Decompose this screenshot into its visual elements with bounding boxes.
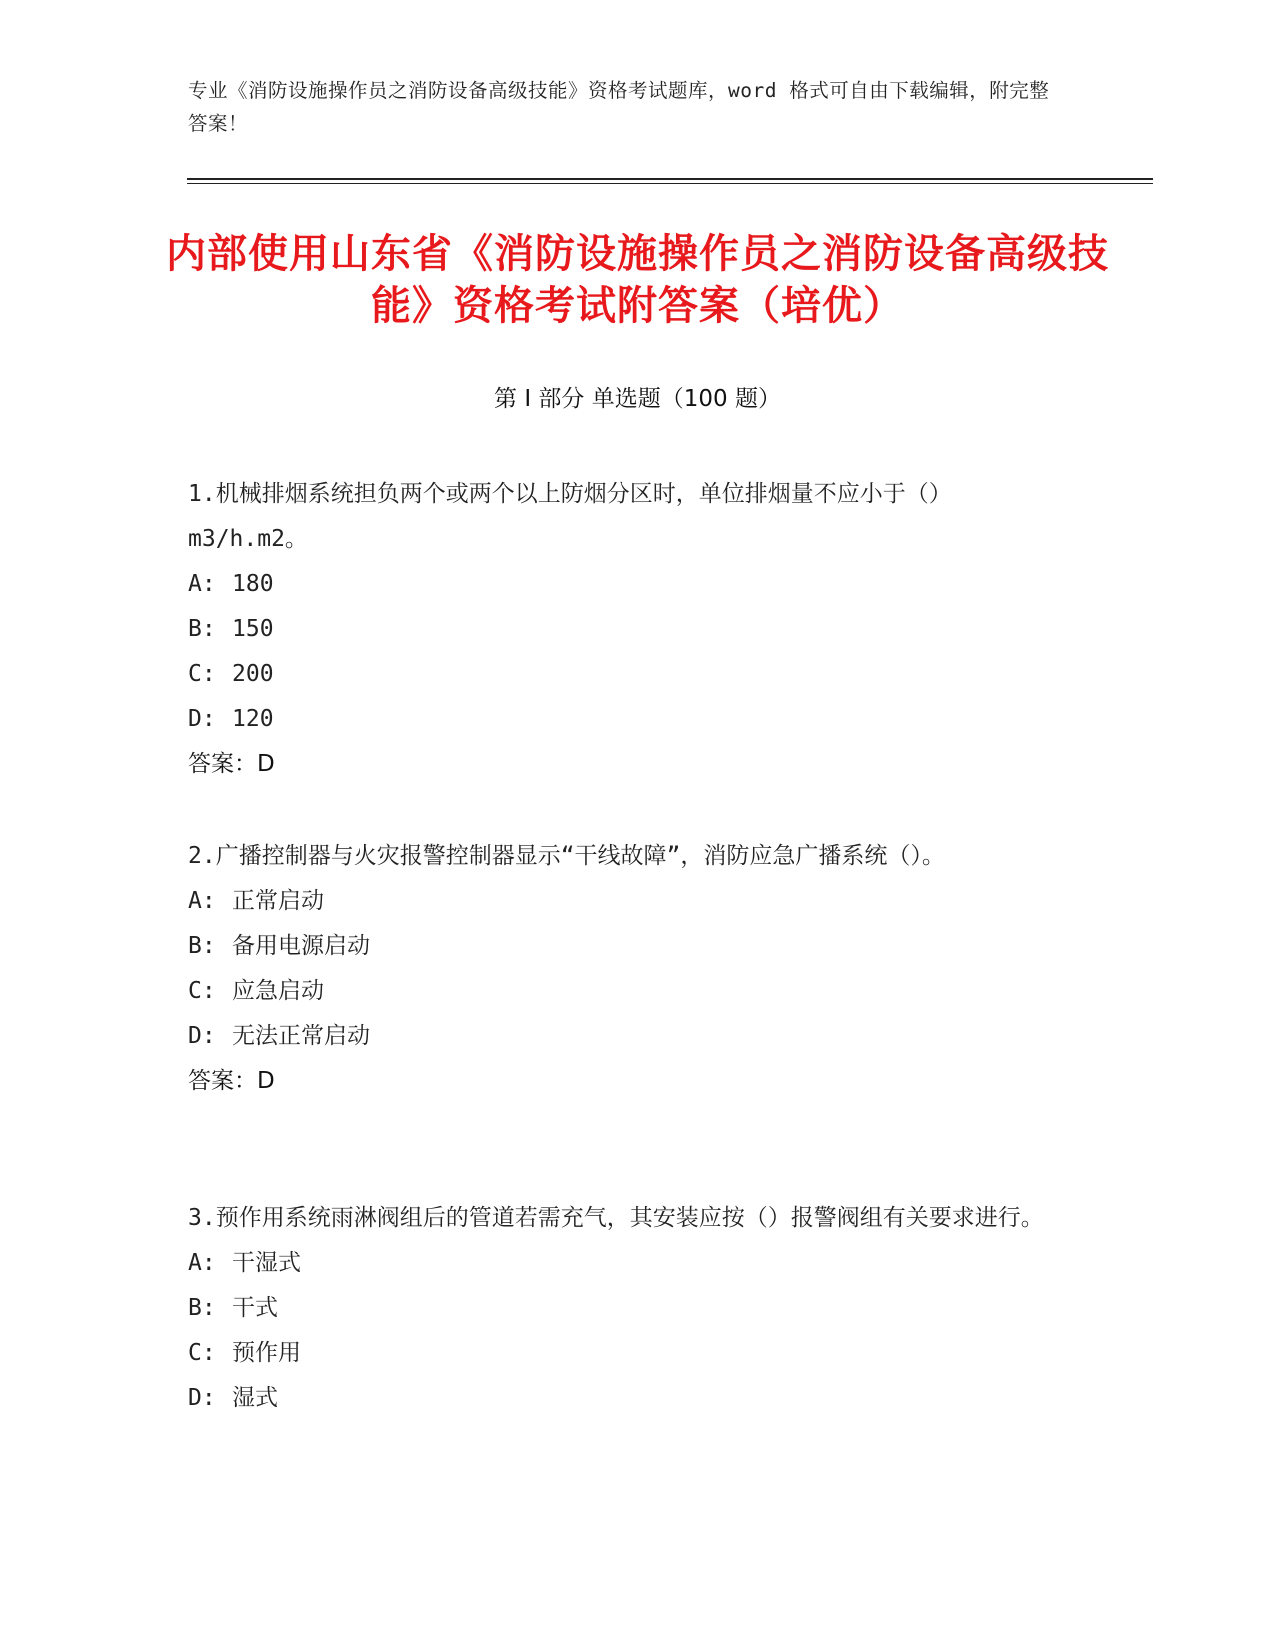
option-b [188,1286,1068,1331]
header-divider [187,178,1153,180]
option-text: 湿式 [232,1385,278,1411]
header-divider-thin [187,183,1153,184]
option-text: 200 [232,661,274,687]
option-d [188,1376,1068,1421]
option-letter: D: [188,1023,216,1049]
header-note: 专业《消防设施操作员之消防设备高级技能》资格考试题库，word 格式可自由下载编辑，附完整答案！ [188,79,1050,135]
question-1 [188,472,1068,787]
option-d [188,697,1068,742]
option-text: 150 [232,616,274,642]
answer-line: 答案：D [188,751,275,777]
option-text: 120 [232,706,274,732]
option-letter: B: [188,1295,216,1321]
option-text: 180 [232,571,274,597]
option-text: 干湿式 [232,1250,301,1276]
option-letter: A: [188,1250,216,1276]
option-letter: D: [188,1385,216,1411]
option-letter: A: [188,571,216,597]
option-text: 正常启动 [232,888,324,914]
option-a [188,562,1068,607]
option-d [188,1014,1068,1059]
option-text: 干式 [232,1295,278,1321]
option-a [188,879,1068,924]
section-title: 第 I 部分 单选题（100 题） [494,386,781,412]
option-text: 无法正常启动 [232,1023,370,1049]
answer-line: 答案：D [188,1068,275,1094]
option-letter: C: [188,1340,216,1366]
option-c [188,969,1068,1014]
option-b [188,607,1068,652]
option-letter: C: [188,978,216,1004]
option-a [188,1241,1068,1286]
option-letter: B: [188,933,216,959]
question-2 [188,834,1068,1104]
question-3 [188,1196,1068,1421]
option-c [188,652,1068,697]
document-title: 内部使用山东省《消防设施操作员之消防设备高级技能》资格考试附答案（培优） [166,231,1109,329]
option-b [188,924,1068,969]
option-letter: A: [188,888,216,914]
option-letter: C: [188,661,216,687]
option-text: 应急启动 [232,978,324,1004]
option-c [188,1331,1068,1376]
option-text: 备用电源启动 [232,933,370,959]
option-letter: B: [188,616,216,642]
question-stem: 1.机械排烟系统担负两个或两个以上防烟分区时，单位排烟量不应小于（）m3/h.m2。 [188,481,952,552]
option-letter: D: [188,706,216,732]
option-text: 预作用 [232,1340,301,1366]
question-stem: 2.广播控制器与火灾报警控制器显示“干线故障”，消防应急广播系统（）。 [188,843,945,869]
question-stem: 3.预作用系统雨淋阀组后的管道若需充气，其安装应按（）报警阀组有关要求进行。 [188,1205,1044,1231]
